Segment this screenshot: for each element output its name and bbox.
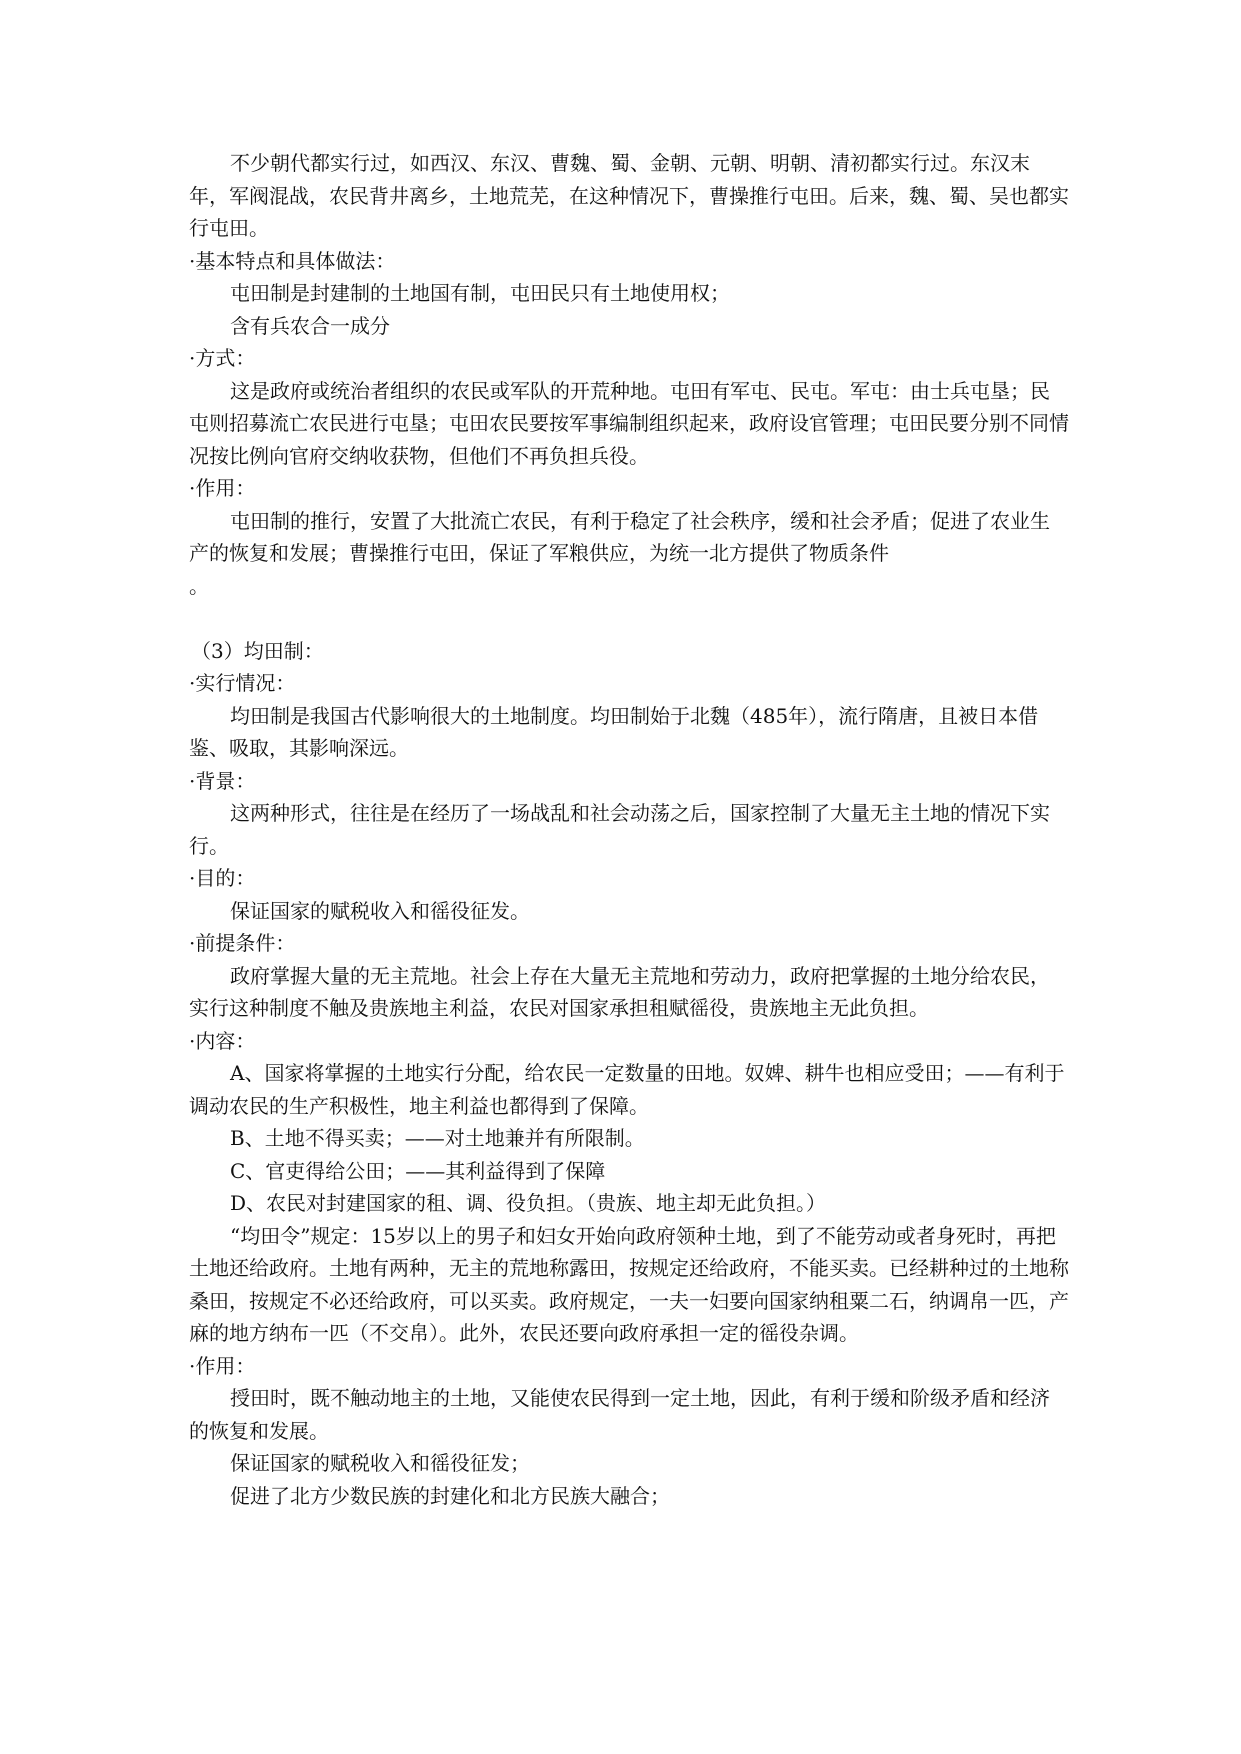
- content-item-c: C、官吏得给公田；——其利益得到了保障: [230, 1158, 606, 1183]
- item-purpose: 保证国家的赋税收入和徭役征发。: [230, 898, 530, 923]
- paragraph-juntian-effect: 授田时，既不触动地主的土地，又能使农民得到一定土地，因此，有利于缓和阶级矛盾和经济的恢复和发展。: [189, 1386, 1050, 1443]
- section-heading-juntian: （3）均田制：: [191, 638, 324, 663]
- label-prerequisite: ·前提条件：: [189, 931, 296, 955]
- document-page: [189, 147, 1069, 1512]
- paragraph-tuntian-effect: 屯田制的推行，安置了大批流亡农民，有利于稳定了社会秩序，缓和社会矛盾；促进了农业生产的恢复和发展；曹操推行屯田，保证了军粮供应，为统一北方提供了物质条件: [189, 508, 1050, 565]
- content-item-b: B、土地不得买卖；——对土地兼并有所限制。: [230, 1126, 645, 1150]
- label-method: ·方式：: [189, 346, 256, 370]
- blank-line: [189, 602, 1069, 635]
- paragraph-background: 这两种形式，往往是在经历了一场战乱和社会动荡之后，国家控制了大量无主土地的情况下实行。: [189, 801, 1050, 858]
- paragraph-implementation: 均田制是我国古代影响很大的土地制度。均田制始于北魏（485年），流行隋唐，且被日本借鉴、吸取，其影响深远。: [189, 703, 1039, 760]
- label-effect: ·作用：: [189, 476, 256, 500]
- label-background: ·背景：: [189, 768, 256, 793]
- label-implementation: ·实行情况：: [189, 671, 296, 695]
- trailing-period: 。: [189, 573, 209, 598]
- label-content: ·内容：: [189, 1028, 256, 1053]
- content-item-d: D、农民对封建国家的租、调、役负担。（贵族、地主却无此负担。）: [230, 1191, 827, 1215]
- paragraph-juntian-decree: “均田令”规定：15岁以上的男子和妇女开始向政府领种土地，到了不能劳动或者身死时，再把土地还给政府。土地有两种，无主的荒地称露田，按规定还给政府，不能买卖。已经耕种过的土地称桑田，按规定不必还给政府，可以买卖。政府规定，一夫一妇要向国家纳租粟二石，纳调帛一匹，产麻的地方纳布一匹（不交帛）。此外，农民还要向政府承担一定的徭役杂调。: [189, 1223, 1069, 1345]
- label-effect-2: ·作用：: [189, 1353, 256, 1378]
- paragraph-tuntian-history: 不少朝代都实行过，如西汉、东汉、曹魏、蜀、金朝、元朝、明朝、清初都实行过。东汉末年，军阀混战，农民背井离乡，土地荒芜，在这种情况下，曹操推行屯田。后来，魏、蜀、吴也都实行屯田。: [189, 151, 1069, 240]
- label-purpose: ·目的：: [189, 866, 256, 890]
- item-state-ownership: 屯田制是封建制的土地国有制，屯田民只有土地使用权；: [230, 281, 730, 305]
- item-tax-revenue: 保证国家的赋税收入和徭役征发；: [230, 1451, 530, 1475]
- content-item-a: A、国家将掌握的土地实行分配，给农民一定数量的田地。奴婢、耕牛也相应受田；——有利于调动农民的生产积极性，地主利益也都得到了保障。: [189, 1061, 1065, 1118]
- paragraph-prerequisite: 政府掌握大量的无主荒地。社会上存在大量无主荒地和劳动力，政府把掌握的土地分给农民，实行这种制度不触及贵族地主利益，农民对国家承担租赋徭役，贵族地主无此负担。: [189, 963, 1050, 1020]
- label-features: ·基本特点和具体做法：: [189, 248, 396, 273]
- paragraph-method: 这是政府或统治者组织的农民或军队的开荒种地。屯田有军屯、民屯。军屯：由士兵屯垦；民屯则招募流亡农民进行屯垦；屯田农民要按军事编制组织起来，政府设官管理；屯田民要分别不同情况按比例向官府交纳收获物，但他们不再负担兵役。: [189, 378, 1069, 468]
- item-soldier-farmer: 含有兵农合一成分: [230, 313, 390, 338]
- item-ethnic-integration: 促进了北方少数民族的封建化和北方民族大融合；: [230, 1483, 670, 1508]
